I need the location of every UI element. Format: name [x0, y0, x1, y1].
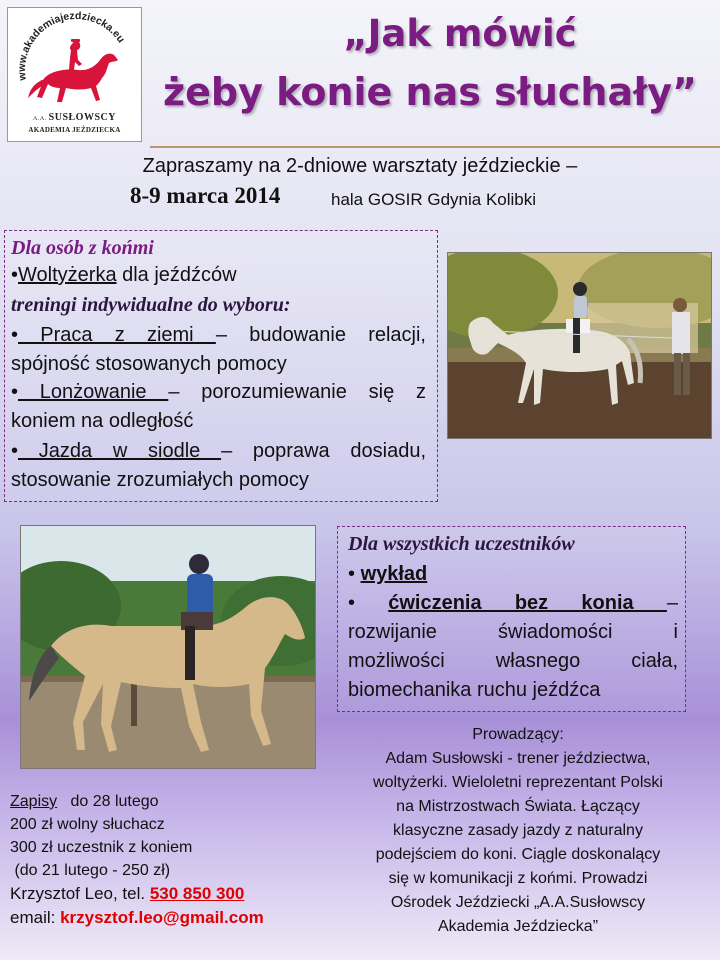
phone-number[interactable]: 530 850 300 [149, 884, 245, 903]
lunging-term: Lonżowanie [18, 381, 169, 403]
leader-heading: Prowadzący: [472, 726, 564, 743]
leader-line: klasyczne zasady jazdy z naturalny [393, 822, 643, 839]
bullet: • [11, 324, 19, 346]
exercises-dash: – [666, 592, 678, 614]
deadline-text: do 28 lutego [57, 793, 159, 810]
logo-academy: AKADEMIA JEŹDZIECKA [28, 126, 121, 134]
box2-heading: Dla wszystkich uczestników [348, 533, 575, 555]
box1-item-groundwork-cont: spójność stosowanych pomocy [11, 353, 287, 375]
horse-rider-icon [28, 39, 118, 102]
invite-text: Zapraszamy na 2-dniowe warsztaty jeździeckie – [142, 155, 578, 177]
exercises-term: ćwiczenia bez konia [388, 592, 667, 614]
box1-item-lunging [11, 381, 426, 404]
leader-line: Adam Susłowski - trener jeździectwa, [385, 750, 651, 767]
email-link[interactable]: krzysztof.leo@gmail.com [60, 908, 264, 927]
box2-item-exercises [348, 592, 678, 615]
signup-label: Zapisy [10, 793, 58, 810]
logo-surname: SUSŁOWSCY [48, 112, 116, 123]
bullet: • [11, 440, 19, 462]
email-label: email: [10, 908, 61, 927]
leader-line: się w komunikacji z końmi. Prowadzi [388, 870, 648, 887]
box1-item-groundwork [11, 324, 426, 347]
contact-phone-line [10, 883, 244, 905]
bullet: • [348, 563, 361, 585]
lecture-term: wykład [360, 563, 428, 585]
box1-item-riding-cont: stosowanie zrozumiałych pomocy [11, 469, 309, 491]
academy-logo [7, 7, 142, 142]
box2-item-lecture [348, 563, 427, 586]
logo-url-text: www.akademiajezdziecka.eu [15, 9, 128, 82]
vaulting-term: Woltyżerka [18, 264, 117, 286]
lunging-photo [447, 252, 712, 439]
contact-email-line [10, 907, 264, 929]
box2-line-4: możliwości własnego ciała, [348, 650, 678, 672]
box1-item-lunging-cont: koniem na odległość [11, 410, 194, 432]
box1-heading: Dla osób z końmi [11, 237, 154, 259]
groundwork-term: Praca z ziemi [18, 324, 216, 346]
logo-aa: A.A. [33, 116, 47, 122]
box1-item-vaulting [11, 264, 237, 287]
price-with-horse: 300 zł uczestnik z koniem [10, 839, 193, 856]
leader-line: Ośrodek Jeździecki „A.A.Susłowscy [390, 894, 646, 911]
event-venue: hala GOSIR Gdynia Kolibki [331, 190, 537, 209]
bullet: • [11, 264, 19, 286]
leader-line: Akademia Jeździecka” [437, 918, 599, 935]
riding-term: Jazda w siodle [18, 440, 222, 462]
logo-name [8, 112, 141, 123]
lunging-scene [448, 253, 711, 438]
leader-line: podejściem do koni. Ciągle doskonalący [375, 846, 661, 863]
box2-line-3: rozwijanie świadomości i [348, 621, 678, 643]
lunging-desc: – porozumiewanie się z [168, 381, 426, 403]
event-date: 8-9 marca 2014 [130, 183, 281, 208]
box2-line-5: biomechanika ruchu jeźdźca [348, 679, 601, 701]
box1-subheading: treningi indywidualne do wyboru: [11, 294, 291, 316]
box1-item-riding [11, 440, 426, 463]
rider-scene [21, 526, 315, 768]
groundwork-desc: – budowanie relacji, [215, 324, 426, 346]
rider-photo [20, 525, 316, 769]
bullet: • [11, 381, 19, 403]
riding-desc: – poprawa dosiadu, [221, 440, 427, 462]
bullet: • [348, 592, 389, 614]
title-divider [150, 146, 720, 148]
price-early: (do 21 lutego - 250 zł) [10, 862, 171, 879]
title-line-2: żeby konie nas słuchały” [163, 70, 697, 114]
price-listener: 200 zł wolny słuchacz [10, 816, 165, 833]
leader-line: woltyżerki. Wieloletni reprezentant Polski [373, 774, 663, 791]
signup-deadline [10, 791, 159, 813]
leader-line: na Mistrzostwach Świata. Łączący [396, 798, 640, 815]
vaulting-desc: dla jeźdźców [116, 264, 237, 286]
title-line-1: „Jak mówić [343, 12, 577, 55]
contact-label: Krzysztof Leo, tel. [10, 884, 150, 903]
